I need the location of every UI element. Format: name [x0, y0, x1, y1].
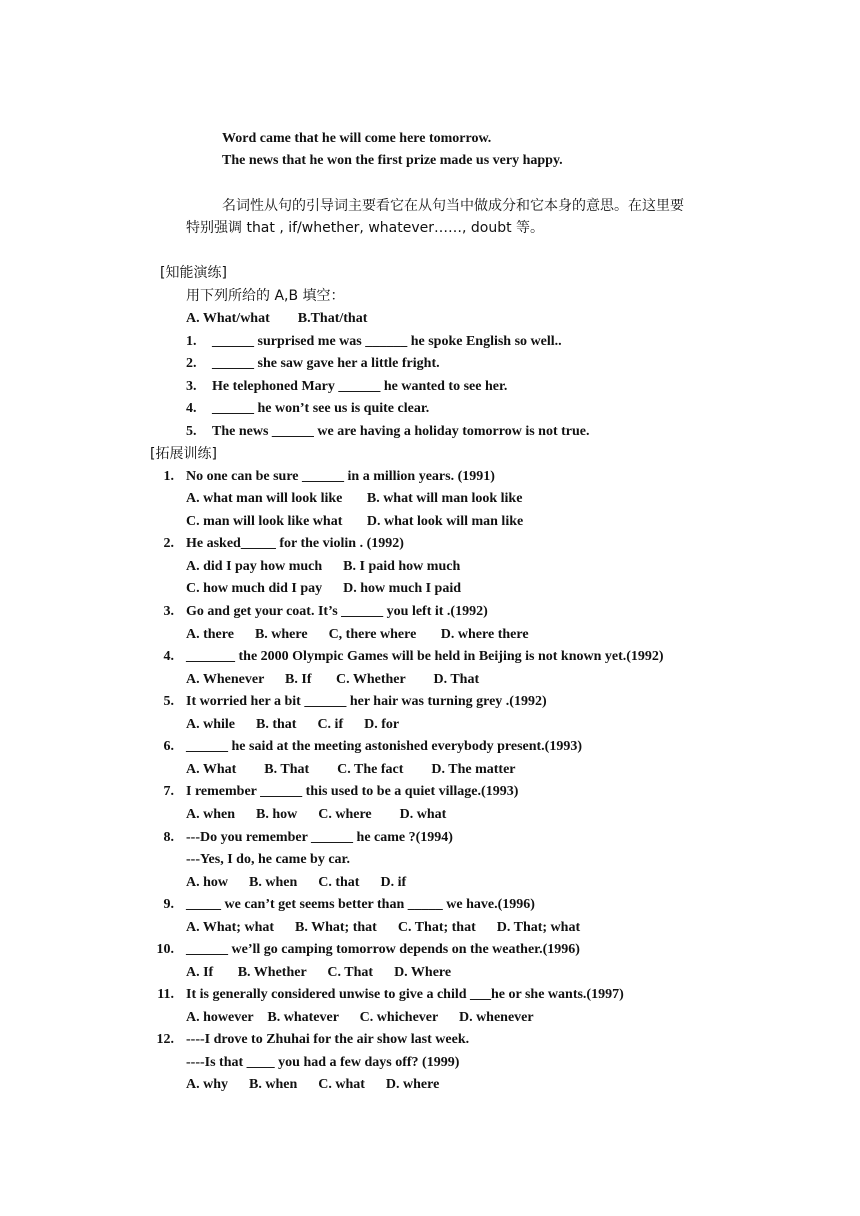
question-number: 2. [163, 536, 174, 551]
question-number: 11. [157, 987, 174, 1002]
question-text: ---Do you remember ______ he came ?(1994) [186, 830, 453, 845]
item-text: ______ he won’t see us is quite clear. [212, 401, 430, 416]
question-number: 4. [163, 649, 174, 664]
question-options: A. how B. when C. that D. if [186, 875, 407, 890]
question-text: I remember ______ this used to be a quiet village.(1993) [186, 784, 519, 799]
question-number: 1. [163, 469, 174, 484]
item-text: ______ she saw gave her a little fright. [212, 356, 440, 371]
question-text: _______ the 2000 Olympic Games will be held in Beijing is not known yet.(1992) [186, 649, 664, 664]
explanation-line-2-text: 特别强调 that , if/whether, whatever……, doubt 等。 [186, 220, 545, 236]
question-options: A. why B. when C. what D. where [186, 1077, 440, 1092]
explanation-line-1: 名词性从句的引导词主要看它在从句当中做成分和它本身的意思。在这里要 [222, 198, 684, 214]
question-options: C. man will look like what D. what look will man like [186, 514, 524, 529]
question-number: 10. [156, 942, 174, 957]
question-options: C. how much did I pay D. how much I paid [186, 581, 462, 596]
question-options: A. did I pay how much B. I paid how much [186, 559, 461, 574]
question-text: ______ he said at the meeting astonished everybody present.(1993) [186, 739, 583, 754]
explanation-line-2 [186, 219, 544, 238]
question-text: No one can be sure ______ in a million years. (1991) [186, 469, 495, 484]
question-options: A. there B. where C, there where D. where there [186, 627, 529, 642]
question-options: A. while B. that C. if D. for [186, 717, 400, 732]
question-options: A. What; what B. What; that C. That; that D. That; what [186, 920, 581, 935]
item-number: 2. [186, 356, 197, 371]
list-item [186, 333, 562, 351]
question-options: A. what man will look like B. what will man look like [186, 491, 523, 506]
question-options: ----Is that ____ you had a few days off? (1999) [186, 1055, 460, 1070]
question-number: 5. [163, 694, 174, 709]
question-options: A. when B. how C. where D. what [186, 807, 447, 822]
section-heading-extension: [拓展训练] [150, 446, 217, 462]
question-text: ______ we’ll go camping tomorrow depends on the weather.(1996) [186, 942, 580, 957]
example-sentence-2: The news that he won the first prize made us very happy. [222, 153, 563, 168]
question-number: 12. [156, 1032, 174, 1047]
section-instruction: 用下列所给的 A,B 填空： [186, 288, 345, 304]
item-number: 5. [186, 424, 197, 439]
question-number: 6. [163, 739, 174, 754]
question-text: _____ we can’t get seems better than _____ we have.(1996) [186, 897, 535, 912]
item-number: 1. [186, 334, 197, 349]
question-options: A. Whenever B. If C. Whether D. That [186, 672, 480, 687]
section-heading-practice: [知能演练] [160, 265, 227, 281]
list-item [186, 423, 590, 441]
question-text: It is generally considered unwise to give a child ___he or she wants.(1997) [186, 987, 624, 1002]
question-number: 8. [163, 830, 174, 845]
item-number: 4. [186, 401, 197, 416]
item-number: 3. [186, 379, 197, 394]
question-text: Go and get your coat. It’s ______ you left it .(1992) [186, 604, 488, 619]
fill-options: A. What/what B.That/that [186, 311, 368, 326]
question-options: A. If B. Whether C. That D. Where [186, 965, 452, 980]
question-number: 3. [163, 604, 174, 619]
question-options: ---Yes, I do, he came by car. [186, 852, 350, 867]
list-item [186, 378, 508, 396]
question-text: ----I drove to Zhuhai for the air show last week. [186, 1032, 470, 1047]
question-number: 9. [163, 897, 174, 912]
item-text: ______ surprised me was ______ he spoke English so well.. [212, 334, 562, 349]
question-options: A. however B. whatever C. whichever D. whenever [186, 1010, 534, 1025]
list-item [186, 355, 440, 373]
item-text: The news ______ we are having a holiday tomorrow is not true. [212, 424, 590, 439]
question-text: He asked_____ for the violin . (1992) [186, 536, 404, 551]
item-text: He telephoned Mary ______ he wanted to see her. [212, 379, 508, 394]
list-item [186, 400, 430, 418]
example-sentence-1: Word came that he will come here tomorrow. [222, 131, 492, 146]
question-options: A. What B. That C. The fact D. The matter [186, 762, 516, 777]
question-number: 7. [163, 784, 174, 799]
question-text: It worried her a bit ______ her hair was turning grey .(1992) [186, 694, 547, 709]
